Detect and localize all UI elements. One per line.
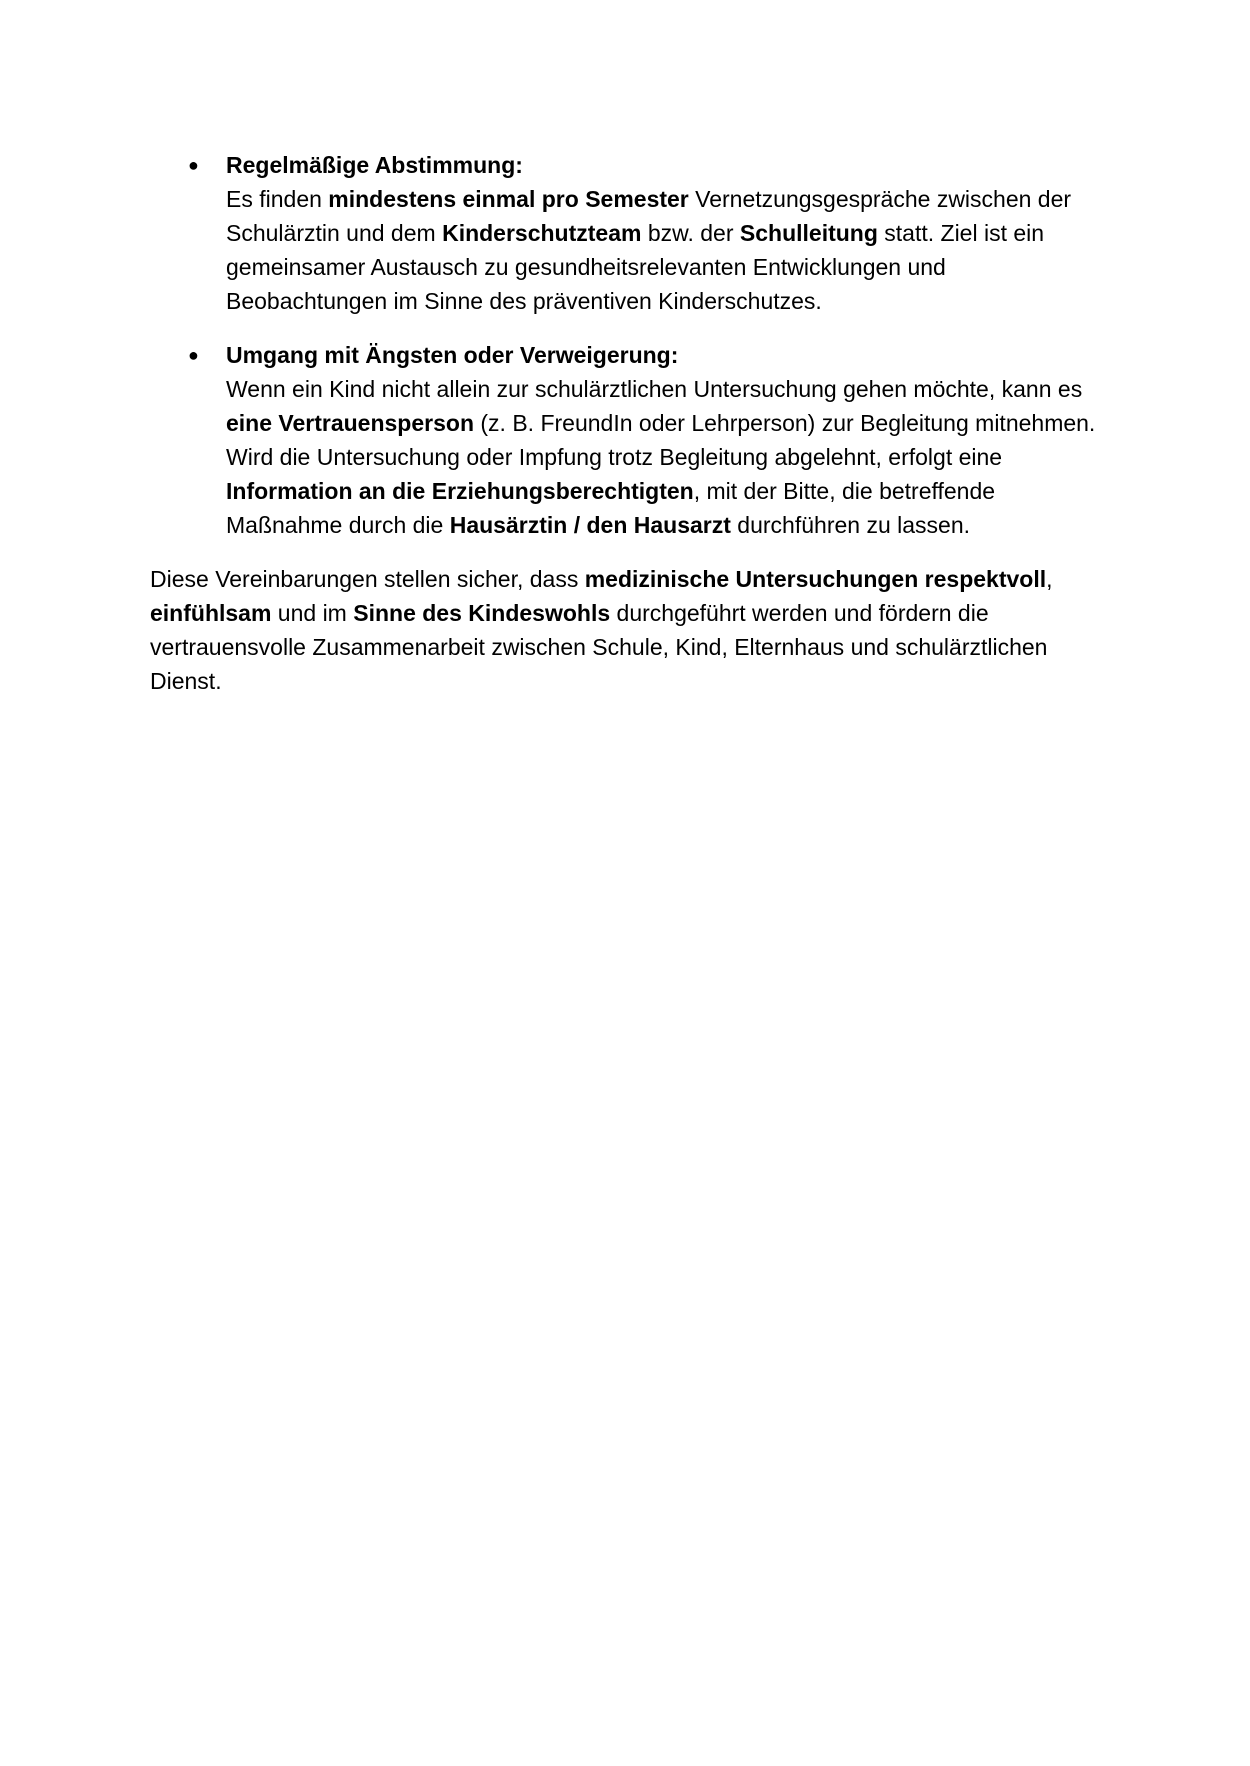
document-content	[150, 148, 1100, 698]
list-item-body: Es finden mindestens einmal pro Semester Vernetzungsgespräche zwischen der Schulärztin und dem Kinderschutzteam bzw. der Schulleitung statt. Ziel ist ein gemeinsamer Austausch zu gesundheitsrelevanten Entwicklungen und Beobachtungen im Sinne des präventiven Kinderschutzes.	[226, 186, 1072, 314]
bullet-icon: ●	[188, 155, 199, 175]
list-item-title: Umgang mit Ängsten oder Verweigerung:	[226, 342, 679, 368]
list-item-umgang-mit-aengsten	[150, 338, 1100, 542]
list-item-title: Regelmäßige Abstimmung:	[226, 152, 523, 178]
conclusion-paragraph: Diese Vereinbarungen stellen sicher, dass medizinische Untersuchungen respektvoll, einfühlsam und im Sinne des Kindeswohls durchgeführt werden und fördern die vertrauensvolle Zusammenarbeit zwischen Schule, Kind, Elternhaus und schulärztlichen Dienst.	[150, 566, 1053, 694]
list-item-body: Wenn ein Kind nicht allein zur schulärztlichen Untersuchung gehen möchte, kann es eine Vertrauensperson (z. B. FreundIn oder Lehrperson) zur Begleitung mitnehmen. Wird die Untersuchung oder Impfung trotz Begleitung abgelehnt, erfolgt eine Information an die Erziehungsberechtigten, mit der Bitte, die betreffende Maßnahme durch die Hausärztin / den Hausarzt durchführen zu lassen.	[226, 376, 1096, 538]
list-item-regelmaessige-abstimmung	[150, 148, 1100, 318]
bullet-icon: ●	[188, 345, 199, 365]
bullet-list	[150, 148, 1100, 542]
